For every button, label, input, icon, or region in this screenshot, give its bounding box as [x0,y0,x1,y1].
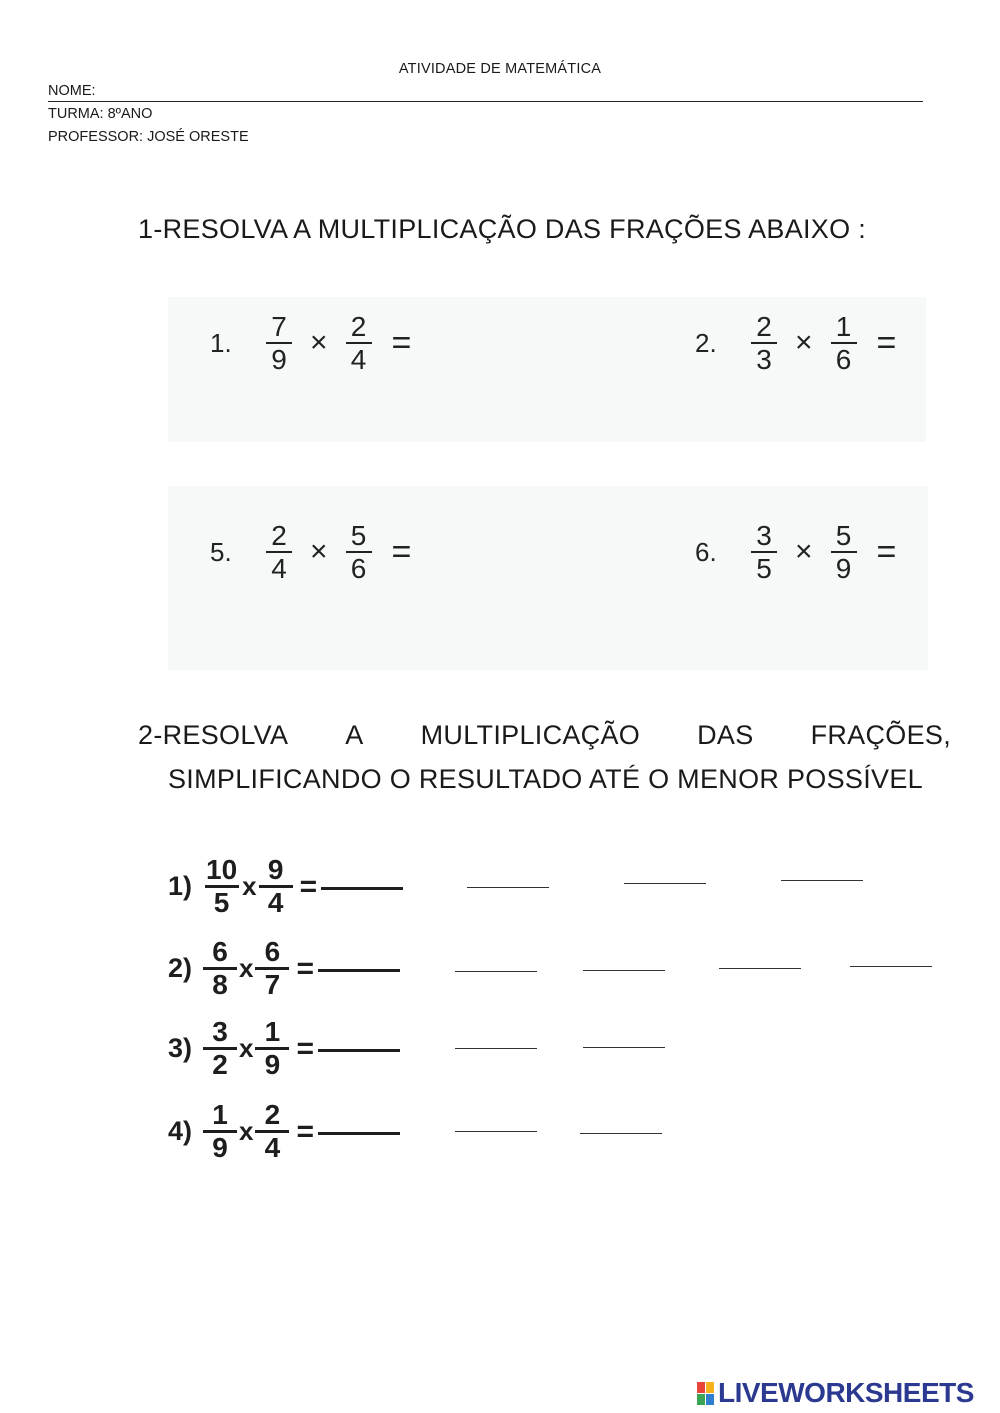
times-sign: × [310,326,328,359]
equals-sign: = [296,1031,314,1065]
teacher-label: PROFESSOR: JOSÉ ORESTE [48,129,249,145]
answer-line[interactable] [318,969,400,972]
denominator: 4 [271,553,287,584]
answer-blank[interactable] [455,1048,537,1049]
numerator: 1 [835,311,852,342]
title-word: A [345,720,364,750]
q2-problem-1 [168,855,403,918]
denominator: 2 [212,1049,228,1080]
denominator: 7 [264,969,281,1000]
problem-number: 1. [210,327,232,358]
denominator: 4 [264,1132,281,1163]
fraction [203,855,240,918]
logo-square [706,1394,714,1405]
denominator: 8 [212,969,228,1000]
title-word: 2-RESOLVA [138,720,289,750]
equals-sign: = [391,532,412,571]
q2-problem-3 [168,1017,400,1080]
denominator: 9 [835,553,852,584]
answer-line[interactable] [318,1049,400,1052]
equals-sign: = [299,869,318,903]
answer-blank[interactable] [850,966,932,967]
numerator: 2 [756,311,772,342]
q1-problem-5 [210,520,411,584]
problem-number: 2. [695,327,717,358]
numerator: 2 [350,311,367,342]
denominator: 6 [350,553,367,584]
denominator: 6 [835,344,852,375]
numerator: 7 [271,311,287,342]
numerator: 5 [350,520,367,551]
denominator: 5 [756,553,772,584]
logo-icon [697,1382,714,1405]
numerator: 3 [756,520,772,551]
fraction [831,311,857,375]
answer-blank[interactable] [781,880,863,881]
numerator: 2 [271,520,287,551]
fraction [346,520,372,584]
fraction [203,1100,237,1163]
q1-problem-6 [695,520,896,584]
equals-sign: = [296,1114,314,1148]
answer-blank[interactable] [583,1047,665,1048]
problem-number: 2) [168,953,193,983]
answer-blank[interactable] [624,883,706,884]
equals-sign: = [876,532,897,571]
name-field[interactable] [48,83,923,102]
document-title: ATIVIDADE DE MATEMÁTICA [398,61,602,77]
q1-problem-1 [210,311,411,375]
fraction [203,1017,237,1080]
question-2-title [138,720,951,751]
answer-line[interactable] [318,1132,400,1135]
fraction [203,937,237,1000]
logo-text: LIVEWORKSHEETS [718,1377,974,1408]
times-sign: x [239,953,254,983]
logo-square [697,1382,705,1393]
q1-problem-2 [695,311,896,375]
numerator: 1 [264,1016,281,1047]
denominator: 9 [212,1132,228,1163]
fraction [255,937,289,1000]
answer-line[interactable] [321,887,403,890]
numerator: 10 [206,854,238,885]
problem-number: 6. [695,536,717,567]
fraction [751,311,777,375]
numerator: 6 [212,936,228,967]
q2-problem-4 [168,1100,400,1163]
answer-blank[interactable] [455,971,537,972]
logo-square [706,1382,714,1393]
problem-number: 4) [168,1116,193,1146]
times-sign: × [795,535,813,568]
numerator: 3 [212,1016,228,1047]
fraction [255,1100,289,1163]
problem-number: 5. [210,536,232,567]
title-word: MULTIPLICAÇÃO [420,720,641,750]
fraction [259,855,293,918]
times-sign: × [795,326,813,359]
logo-square [697,1394,705,1405]
class-label: TURMA: 8ºANO [48,106,153,122]
problem-number: 1) [168,871,193,901]
question-2-subtitle: SIMPLIFICANDO O RESULTADO ATÉ O MENOR POSSÍVEL [168,764,923,794]
denominator: 9 [271,344,287,375]
numerator: 2 [264,1099,281,1130]
q2-problem-2 [168,937,400,1000]
denominator: 9 [264,1049,281,1080]
answer-blank[interactable] [467,887,549,888]
denominator: 3 [756,344,772,375]
answer-blank[interactable] [719,968,801,969]
times-sign: x [242,871,257,901]
equals-sign: = [876,323,897,362]
answer-blank[interactable] [455,1131,537,1132]
title-word: FRAÇÕES, [810,720,951,750]
answer-blank[interactable] [583,970,665,971]
equals-sign: = [391,323,412,362]
fraction [346,311,372,375]
name-label: NOME: [48,83,96,99]
fraction [831,520,857,584]
fraction [751,520,777,584]
numerator: 9 [267,854,284,885]
equals-sign: = [296,951,314,985]
question-1-title: 1-RESOLVA A MULTIPLICAÇÃO DAS FRAÇÕES ABAIXO : [138,214,867,244]
times-sign: × [310,535,328,568]
liveworksheets-logo [697,1377,974,1409]
denominator: 4 [267,887,284,918]
numerator: 6 [264,936,281,967]
fraction [266,520,292,584]
title-word: DAS [697,720,754,750]
times-sign: x [239,1116,254,1146]
denominator: 4 [350,344,367,375]
answer-blank[interactable] [580,1133,662,1134]
times-sign: x [239,1033,254,1063]
numerator: 5 [835,520,852,551]
problem-number: 3) [168,1033,193,1063]
fraction [266,311,292,375]
numerator: 1 [212,1099,228,1130]
denominator: 5 [213,887,230,918]
fraction [255,1017,289,1080]
